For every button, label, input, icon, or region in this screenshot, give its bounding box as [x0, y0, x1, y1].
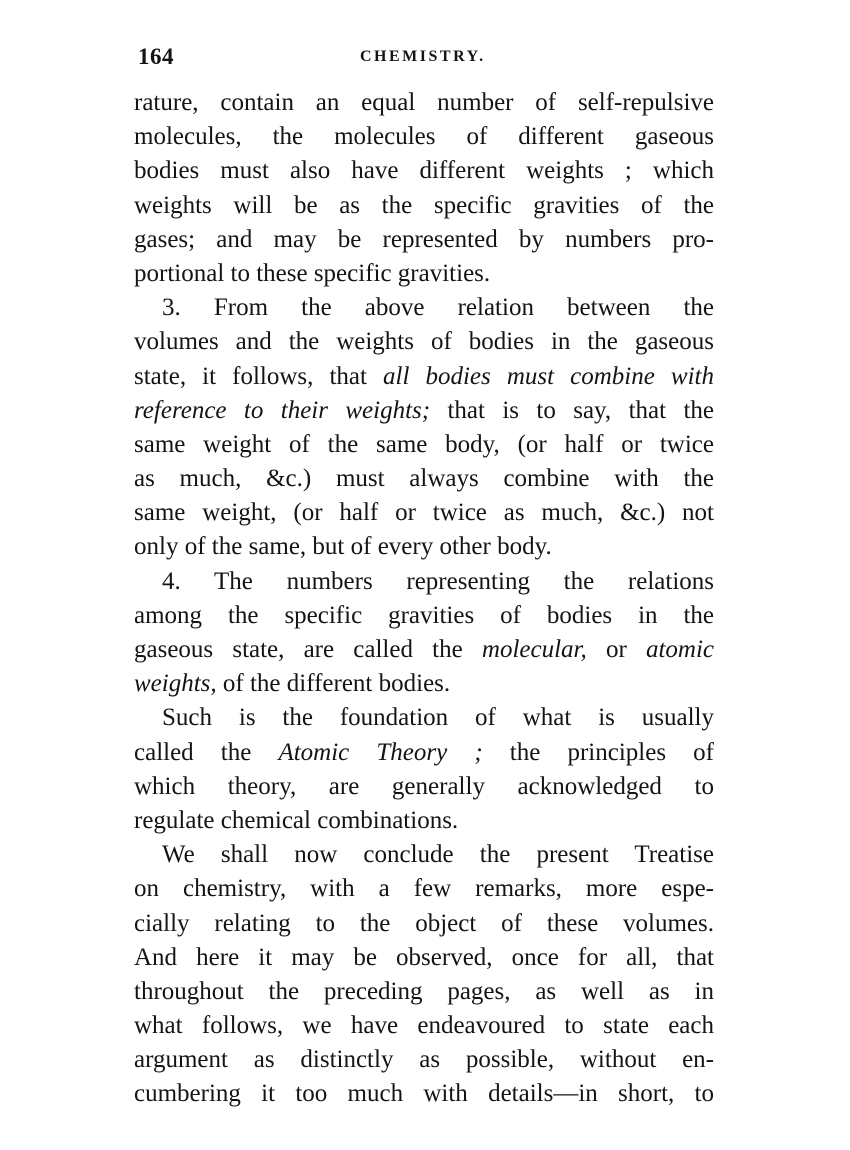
- text-line: [134, 633, 714, 667]
- text-line: [134, 872, 714, 906]
- text-segment: Such is the foundation of what is usually: [162, 704, 714, 732]
- text-line: [134, 599, 714, 633]
- text-segment: weights will be as the specific gravities of the: [134, 191, 714, 219]
- text-segment: state, it follows, that: [134, 362, 384, 390]
- text-segment: regulate chemical combinations.: [134, 806, 459, 834]
- text-segment: gaseous state, are called the: [134, 636, 482, 663]
- text-line: [134, 291, 714, 325]
- text-segment: cumbering it too much with details—in short, to: [134, 1080, 714, 1108]
- text-segment: rature, contain an equal number of self-repulsive: [134, 89, 714, 116]
- text-line: [134, 394, 714, 428]
- text-segment: We shall now conclude the present Treatise: [162, 841, 714, 869]
- paragraph: [134, 291, 714, 565]
- text-segment: called the: [134, 738, 279, 766]
- text-line: [134, 838, 714, 872]
- text-line: [134, 1043, 714, 1077]
- italic-text: weights,: [134, 670, 217, 698]
- paragraph: [134, 565, 714, 702]
- text-line: [134, 1077, 714, 1111]
- italic-text: all bodies must combine with: [383, 362, 714, 390]
- text-segment: argument as distinctly as possible, without en-: [134, 1046, 714, 1074]
- text-line: [134, 941, 714, 975]
- text-segment: what follows, we have endeavoured to state each: [134, 1012, 714, 1040]
- text-segment: of the different bodies.: [216, 670, 451, 698]
- text-line: [134, 496, 714, 530]
- text-segment: same weight of the same body, (or half or twice: [134, 430, 714, 458]
- text-segment: 3. From the above relation between the: [162, 294, 714, 322]
- text-segment: on chemistry, with a few remarks, more espe-: [134, 875, 714, 903]
- text-segment: the principles of: [482, 738, 715, 766]
- text-segment: 4. The numbers representing the relations: [162, 567, 714, 595]
- italic-text: molecular,: [481, 636, 587, 663]
- text-segment: or: [586, 636, 646, 663]
- text-line: [134, 907, 714, 941]
- running-title: CHEMISTRY.: [360, 48, 486, 65]
- text-segment: cially relating to the object of these volumes.: [134, 909, 714, 937]
- text-segment: among the specific gravities of bodies in the: [134, 601, 714, 629]
- paragraph: [134, 838, 714, 1112]
- text-line: [134, 154, 714, 188]
- text-line: [134, 804, 714, 838]
- text-segment: that is to say, that the: [430, 396, 714, 424]
- italic-text: Atomic Theory ;: [278, 738, 483, 766]
- paragraph: [134, 701, 714, 838]
- text-segment: And here it may be observed, once for all, that: [134, 943, 714, 971]
- text-line: [134, 770, 714, 804]
- text-line: [134, 360, 714, 394]
- page-number: 164: [138, 44, 174, 69]
- text-line: [134, 189, 714, 223]
- text-line: [134, 1009, 714, 1043]
- text-line: [134, 667, 714, 701]
- italic-text: atomic: [645, 636, 714, 663]
- text-segment: same weight, (or half or twice as much, &c.) not: [134, 499, 714, 527]
- text-line: [134, 462, 714, 496]
- text-segment: which theory, are generally acknowledged to: [134, 772, 714, 800]
- text-line: [134, 86, 714, 120]
- text-line: [134, 120, 714, 154]
- running-head: [138, 44, 718, 74]
- text-line: [134, 257, 714, 291]
- text-segment: as much, &c.) must always combine with the: [134, 465, 714, 493]
- text-line: [134, 736, 714, 770]
- text-segment: only of the same, but of every other body.: [134, 533, 552, 561]
- text-segment: throughout the preceding pages, as well as in: [134, 977, 714, 1005]
- text-line: [134, 223, 714, 257]
- paragraph: [134, 86, 714, 291]
- text-line: [134, 325, 714, 359]
- text-segment: portional to these specific gravities.: [134, 259, 491, 287]
- text-line: [134, 701, 714, 735]
- text-line: [134, 530, 714, 564]
- text-segment: molecules, the molecules of different gaseous: [134, 123, 714, 151]
- text-line: [134, 565, 714, 599]
- body-text: [134, 86, 714, 1112]
- text-line: [134, 975, 714, 1009]
- italic-text: reference to their weights;: [134, 396, 431, 424]
- text-segment: bodies must also have different weights ; which: [134, 157, 714, 185]
- text-segment: gases; and may be represented by numbers pro-: [134, 225, 714, 253]
- text-segment: volumes and the weights of bodies in the gaseous: [134, 328, 714, 356]
- text-line: [134, 428, 714, 462]
